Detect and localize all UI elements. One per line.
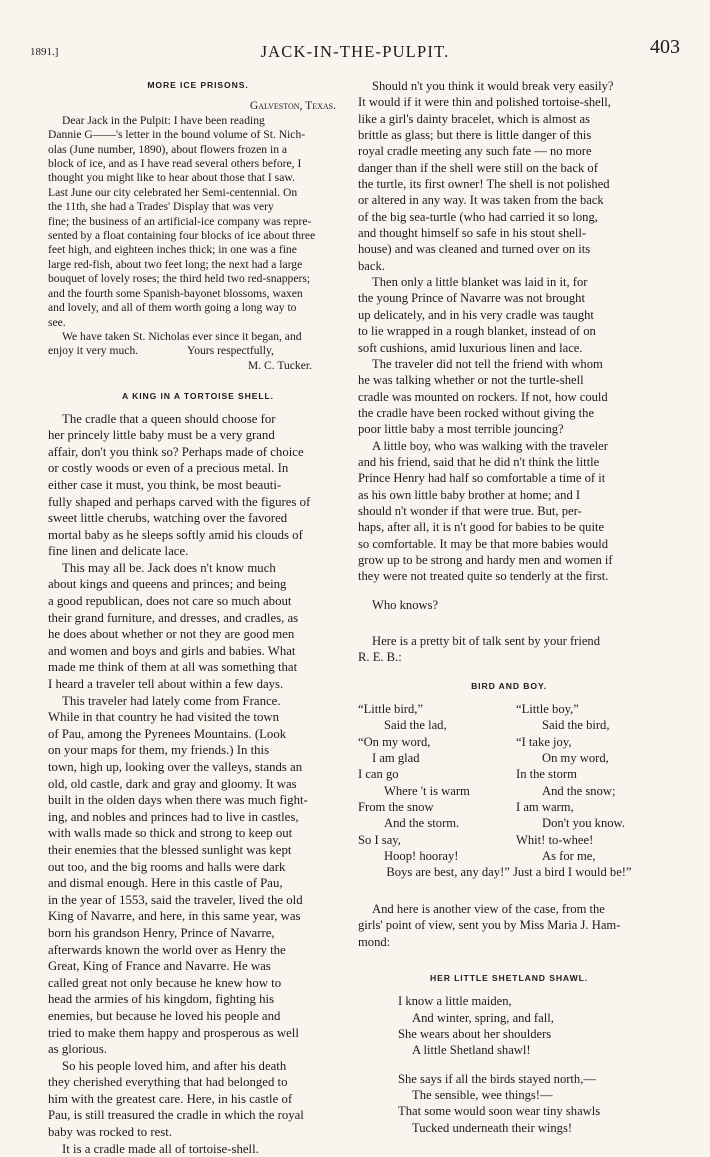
paragraph-line: danger than if the shell were still on the back of [358, 160, 598, 175]
paragraph-line: of Pau, among the Pyrenees Mountains. (Look [48, 726, 287, 741]
paragraph-line: like a girl's dainty bracelet, which is almost as [358, 111, 591, 126]
paragraph-line: tried to make them happy and prosperous as well [48, 1025, 299, 1040]
paragraph-line: he was talking whether or not the turtle-shell [358, 373, 584, 388]
letter-line: feet high, and eighteen inches thick; in one was a fine [48, 243, 297, 257]
paragraph-line: Great, King of France and Navarre. He was [48, 959, 271, 974]
poem-line: Said the bird, [542, 718, 610, 733]
letter-line: Dear Jack in the Pulpit: I have been reading [62, 113, 265, 127]
paragraph-line: with walls made so thick and strong to keep out [48, 826, 293, 841]
letter-line: block of ice, and as I have read several others before, I [48, 157, 302, 171]
paragraph-line: as glorious. [48, 1042, 108, 1057]
paragraph-line: and dismal enough. Here in this castle of Pau, [48, 876, 283, 891]
paragraph-line: they cherished everything that had belonged to [48, 1075, 288, 1090]
intro-line: Here is a pretty bit of talk sent by your friend [372, 634, 601, 648]
paragraph-line: The cradle that a queen should choose for [62, 411, 276, 426]
poem-shetland-shawl [358, 993, 660, 1136]
paragraph-line: soft cushions, amid luxurious linen and lace. [358, 340, 583, 355]
page-number: 403 [650, 36, 680, 58]
poem-line: And winter, spring, and fall, [412, 1010, 554, 1025]
title-more-ice-prisons: MORE ICE PRISONS. [147, 80, 249, 90]
letter-line: large red-fish, about two feet long; the next had a large [48, 257, 303, 271]
paragraph-line: King of Navarre, and here, in this same year, was [48, 909, 301, 924]
running-header [30, 38, 680, 66]
letter-text [48, 114, 348, 373]
letter-line: olas (June number, 1890), about flowers frozen in a [48, 142, 288, 156]
paragraph-line: Should n't you think it would break very easily? [372, 79, 614, 93]
paragraph-line: born his grandson Henry, Prince of Navarre, [48, 925, 275, 940]
poem-line: Said the lad, [384, 718, 447, 733]
poem-line: Whit! to-whee! [516, 832, 594, 847]
poem-line: On my word, [542, 751, 609, 766]
running-title: JACK-IN-THE-PULPIT. [260, 42, 450, 61]
paragraph-line: a good republican, does not care so much about [48, 594, 292, 609]
poem-line: She wears about her shoulders [398, 1026, 552, 1041]
paragraph-line: or costly woods or even of a precious metal. In [48, 461, 289, 476]
paragraph-line: the cradle have been rocked without giving the [358, 405, 595, 420]
paragraph-line: enemies, but because he loved his people and [48, 1008, 281, 1023]
paragraph-line: old, old castle, dark and gray and gloomy. It was [48, 776, 297, 791]
paragraph-line: made me think of them at all was something that [48, 660, 298, 675]
paragraph-line: brittle as glass; but there is little danger of this [358, 128, 592, 143]
paragraph-line: So his people loved him, and after his death [62, 1058, 287, 1073]
article-body [48, 411, 348, 1157]
paragraph-line: either case it must, you think, be most beauti- [48, 477, 282, 492]
poem-line: And the snow; [542, 783, 616, 798]
poem-line: “Little boy,” [516, 702, 579, 717]
poem-line: Where 't is warm [384, 783, 470, 798]
paragraph-line: as his own little baby brother at home; and I [358, 487, 581, 502]
paragraph-line: house) and was cleaned and turned over on its [358, 242, 591, 257]
paragraph-line: baby was rocked to rest. [48, 1125, 173, 1140]
poem-line: I am glad [372, 751, 420, 766]
poem-bird-and-boy [358, 701, 660, 864]
paragraph-line: should n't wonder if that were true. But, per- [358, 503, 582, 518]
intro-line: mond: [358, 934, 391, 949]
paragraph-line: cradle was mounted on rockers. If not, how could [358, 389, 608, 404]
paragraph-line: poor little baby a most terrible jouncing? [358, 422, 564, 437]
poem-line: That some would soon wear tiny shawls [398, 1104, 601, 1119]
paragraph-line: and his friend, said that he did n't think the little [358, 454, 600, 469]
title-bird-and-boy: BIRD AND BOY. [471, 680, 547, 691]
left-column [48, 78, 348, 1157]
poem-line: As for me, [542, 849, 596, 864]
paragraph-line: grow up to be strong and hardy men and women if [358, 552, 613, 567]
paragraph-line: haps, after all, it is n't good for babies to be quite [358, 520, 605, 535]
paragraph-line: her princely little baby must be a very grand [48, 428, 275, 443]
spacer [358, 666, 660, 678]
paragraph-line: him with the greatest care. Here, in his castle of [48, 1091, 293, 1106]
poem-line: “On my word, [358, 734, 431, 749]
paragraph-line: fully shaped and perhaps carved with the figures of [48, 494, 311, 509]
issue-year: 1891.] [30, 46, 59, 58]
title-shetland-shawl: HER LITTLE SHETLAND SHAWL. [429, 972, 589, 983]
letter-line: thought you might like to hear about those that I saw. [48, 171, 295, 185]
paragraph-line: afterwards known the world over as Henry the [48, 942, 286, 957]
paragraph-line: This traveler had lately come from France. [62, 693, 281, 708]
paragraph-line: or altered in any way. It was taken from the back [358, 193, 604, 208]
poem-left-stanza [358, 701, 502, 864]
paragraph-line: and women and boys and girls and babies. What [48, 643, 296, 658]
poem-line: She says if all the birds stayed north,— [398, 1071, 596, 1086]
letter-line: see. [48, 315, 66, 329]
poem-line: I can go [358, 767, 399, 782]
paragraph-line: he does about whether or not they are good men [48, 627, 295, 642]
spacer [358, 950, 660, 970]
poem-line: “Little bird,” [358, 702, 424, 717]
spacer [358, 881, 660, 901]
paragraph-line: up delicately, and in his very cradle was taught [358, 307, 594, 322]
paragraph-line: Then only a little blanket was laid in it, for [372, 275, 588, 290]
paragraph-line: Pau, is still treasured the cradle in which the royal [48, 1108, 304, 1123]
poem-line: And the storm. [384, 816, 460, 831]
paragraph-line: their grand furniture, and dresses, and cradles, as [48, 610, 299, 625]
paragraph-line: on your maps for them, my friends.) In this [48, 743, 270, 758]
poem-line: The sensible, wee things!— [412, 1087, 553, 1102]
paragraph-line: Prince Henry had half so comfortable a time of it [358, 471, 606, 486]
poem-line: I know a little maiden, [398, 994, 512, 1009]
paragraph-line: their enemies that the blessed sunlight was kept [48, 842, 292, 857]
paragraph-line: back. [358, 258, 385, 273]
paragraph-line: the turtle, its first owner! The shell is not polished [358, 177, 610, 192]
paragraph-line: It is a cradle made all of tortoise-shell. [62, 1141, 259, 1156]
paragraph-line: the young Prince of Navarre was not brought [358, 291, 585, 306]
paragraph-line: built in the olden days when there was much fight- [48, 793, 308, 808]
letter-line: enjoy it very much. Yours respectfully, [48, 344, 274, 358]
paragraph-line: called great not only because he knew how to [48, 975, 282, 990]
poem-line: From the snow [358, 800, 434, 815]
paragraph-line: The traveler did not tell the friend with whom [372, 356, 603, 371]
spacer [358, 585, 660, 597]
poem-line: Tucked underneath their wings! [412, 1120, 573, 1135]
poem-line: In the storm [516, 767, 577, 782]
dateline: Galveston, Texas. [249, 99, 336, 113]
title-king-tortoise-shell: A KING IN A TORTOISE SHELL. [122, 391, 274, 402]
paragraph-line: mortal baby as he sleeps softly amid his clouds of [48, 527, 303, 542]
paragraph-line: sweet little cherubs, watching over the favored [48, 511, 288, 526]
paragraph-line: I heard a traveler tell about within a few days. [48, 677, 284, 692]
poem-line: A little Shetland shawl! [412, 1043, 531, 1058]
paragraph-line: out too, and the big rooms and halls were dark [48, 859, 286, 874]
paragraph-line: fine linen and delicate lace. [48, 544, 189, 559]
letter-line: sented by a float containing four blocks of ice about three [48, 229, 316, 243]
poem-line: “I take joy, [516, 734, 572, 749]
paragraph-line: they were not treated quite so tenderly at the first. [358, 569, 609, 584]
paragraph-line: This may all be. Jack does n't know much [62, 560, 276, 575]
signature: M. C. Tucker. [247, 358, 312, 372]
paragraph-line: about kings and queens and princes; and being [48, 577, 287, 592]
paragraph-line: to lie wrapped in a rough blanket, instead of on [358, 324, 596, 339]
intro-line: And here is another view of the case, from the [372, 901, 605, 916]
letter-line: and lovely, and all of them worth going a long way to [48, 301, 297, 315]
letter-line: We have taken St. Nicholas ever since it began, and [62, 329, 302, 343]
poem-right-stanza [502, 701, 660, 864]
paragraph-line: head the armies of his kingdom, fighting his [48, 992, 275, 1007]
letter-line: Dannie G——'s letter in the bound volume of St. Nich- [48, 128, 306, 142]
spacer [398, 1059, 660, 1071]
paragraph-line: A little boy, who was walking with the traveler [372, 438, 608, 453]
paragraph-line: in the year of 1553, said the traveler, lived the old [48, 892, 303, 907]
letter-line: Last June our city celebrated her Semi-centennial. On [48, 185, 298, 199]
letter-line: the 11th, she had a Trades' Display that was very [48, 200, 274, 214]
letter-line: bouquet of lovely roses; the third held two red-snappers; [48, 272, 311, 286]
paragraph-line: town, high up, looking over the valleys, stands an [48, 760, 303, 774]
letter-line: and the fourth some Spanish-bayonet blossoms, waxen [48, 286, 303, 300]
who-knows: Who knows? [372, 597, 439, 612]
paragraph-line: royal cradle meeting any such fate — no more [358, 144, 592, 159]
intro-line: R. E. B.: [358, 650, 402, 665]
paragraph-line: of the big sea-turtle (who had carried it so long, [358, 209, 598, 224]
poem-line: I am warm, [516, 800, 574, 815]
letter-line: fine; the business of an artificial-ice company was repre- [48, 214, 312, 228]
paragraph-line: so comfortable. It may be that more babies would [358, 536, 609, 551]
right-column [358, 78, 660, 1136]
spacer [358, 613, 660, 633]
intro-line: girls' point of view, sent you by Miss Maria J. Ham- [358, 918, 621, 933]
poem-line: So I say, [358, 832, 401, 847]
poem-line: Hoop! hooray! [384, 849, 459, 864]
poem-final-line: Boys are best, any day!” Just a bird I would be!” [386, 865, 632, 880]
paragraph-line: It would if it were thin and polished tortoise-shell, [358, 95, 611, 110]
paragraph-line: affair, don't you think so? Perhaps made of choice [48, 444, 304, 459]
paragraph-line: ing, and nobles and princes had to live in castles, [48, 809, 299, 824]
paragraph-line: While in that country he had visited the town [48, 710, 279, 725]
paragraph-line: and thought himself so safe in his stout shell- [358, 226, 587, 241]
poem-line: Don't you know. [542, 816, 625, 831]
